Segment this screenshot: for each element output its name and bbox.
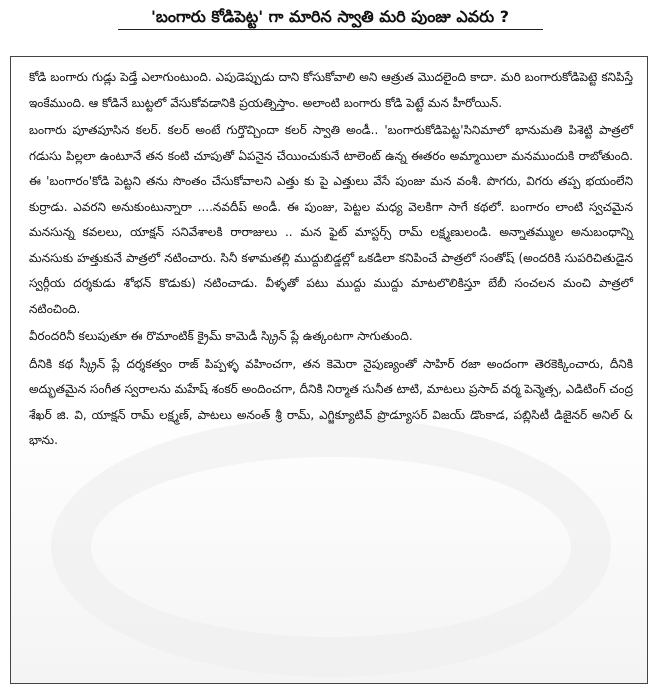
title-underline	[118, 29, 543, 30]
paragraph-genre: వీరందరినీ కలుపుతూ ఈ రొమాంటిక్ క్రైమ్ కామెడీ స్క్రిన్ ప్లే ఉత్కంటగా సాగుతుంది.	[29, 329, 413, 343]
paragraph-credits: దీనికి కథ స్క్రీన్ ప్లే దర్శకత్వం రాజ్ పిప్పళ్ళ వహించగా, తన కెమెరా నైపుణ్యంతో సాహిర్ రజా అందంగా తెరకెక్కించారు, దీనికి అద్భుతమైన సంగీత స్వరాలను మహేష్ శంకర్ అందించగా, దీనికి నిర్మాత సునీత టాటి, మాటలు ప్రసాద్ వర్మ పెన్మెత్స, ఎడిటింగ్ చంద్ర శేఖర్ జి. వి, యాక్షన్ రామ్ లక్ష్మణ్, పాటలు అనంత్ శ్రీ రామ్, ఎగ్జిక్యూటివ్ ప్రొడ్యూసర్ విజయ్ డొంకాడ, పబ్లిసిటీ డిజైనర్ అనిల్ & భాను.	[29, 356, 633, 447]
paragraph-intro: కోడి బంగారు గుడ్లు పెడ్తే ఎలాగుంటుంది. ఎపుడెప్పుడు దాని కోసుకోవాలి అని ఆత్రుత మొదలైంది కాదా. మరి బంగారుకోడిపెట్టె కనిపిస్తే ఇంకేముంది. ఆ కోడినే బుట్టలో వేసుకోవడానికి ప్రయత్నిస్తాం. అలాంటి బంగారు కోడి పెట్టే మన హీరోయిన్.	[29, 70, 633, 110]
article-body	[29, 65, 633, 456]
background-watermark	[51, 417, 611, 677]
paragraph-cast: బంగారు పూతపూసిన కలర్. కలర్ అంటే గుర్తొచ్చిందా కలర్ స్వాతి అండీ.. 'బంగారుకోడిపెట్ట'సినిమాలో భానుమతి పిశెట్టి పాత్రలో గడుసు పిల్లలా ఉంటూనే తన కంటి చూపుతో ఏపనైన చేయించుకునే టాలెంట్ ఉన్న ఈతరం అమ్మాయిలా మనముందుకి రాబోతుంది. ఈ 'బంగారం'కోడి పెట్టని తను సొంతం చేసుకోవాలని ఎత్తు కు పై ఎత్తులు వేసే పుంజు మన వంశీ. పొగరు, విగరు తప్ప భయంలేని కుర్రాడు. ఎవరని అనుకుంటున్నారా ....నవదీప్ అండీ. ఈ పుంజు, పెట్టల మధ్య వెలకిగా సాగే కథలో. బంగారం లాంటి స్వచమైన మనసున్న కవలలు, యాక్షన్ సనివేశాలకి రారాజులు .. మన ఫైట్ మాస్టర్స్ రామ్ లక్ష్మణులండి. అన్నాతమ్ముల అనుబంధాన్ని మనసుకు హత్తుకునే పాత్రలో నటించారు. సినీ కళామతల్లి ముద్దుబిడ్డల్లో ఒకడిలా కనిపించే పాత్రలో సంతోష్ (అందరికి సుపరిచితుడైన స్వర్గీయ దర్శకుడు శోభన్ కొడుకు) నటించాడు. వీళ్ళతో పటు ముద్దు ముద్దు మాటలొలికిస్తూ బేబీ సంచలన మంచి పాత్రలో నటించింది.	[29, 123, 633, 316]
article-title: 'బంగారు కోడిపెట్ట' గా మారిన స్వాతి మరి పుంజు ఎవరు ?	[150, 7, 509, 26]
article-body-frame	[10, 56, 648, 684]
